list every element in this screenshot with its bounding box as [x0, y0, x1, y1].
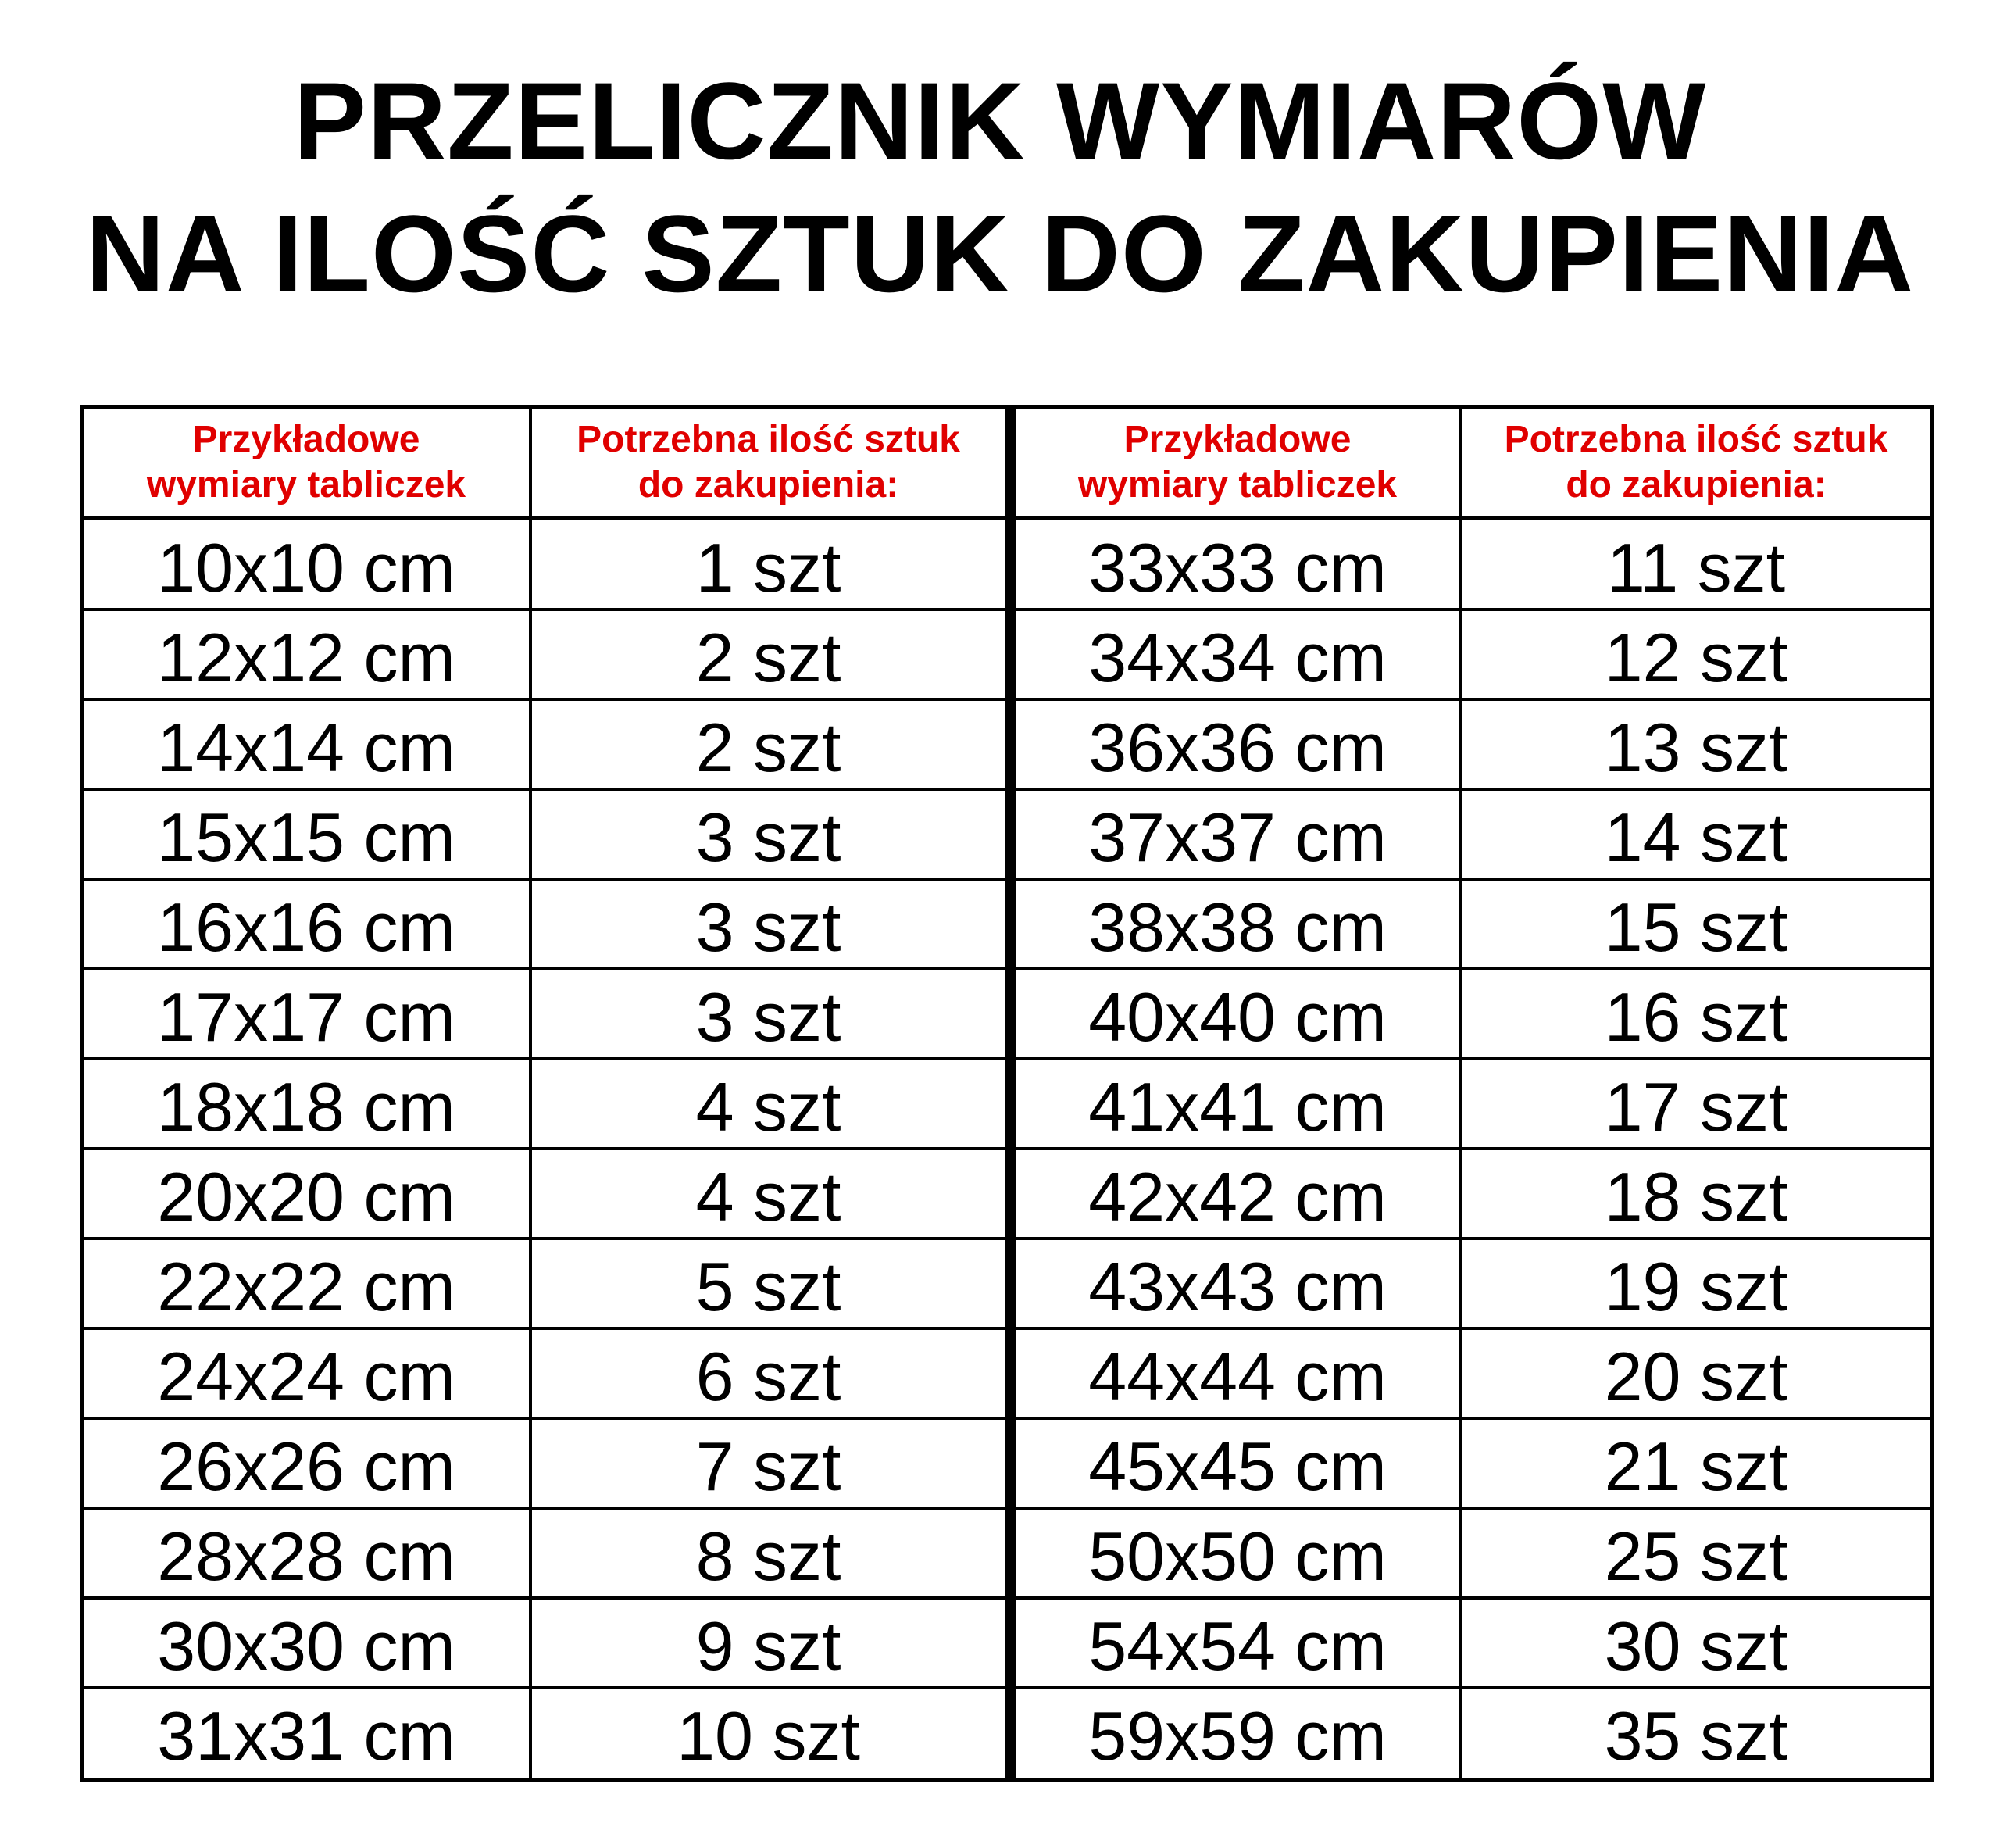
- left-size-cell: 28x28 cm: [157, 1517, 455, 1595]
- left-qty-cell: 9 szt: [695, 1607, 841, 1685]
- left-size-cell: 17x17 cm: [157, 978, 455, 1056]
- right-size-cell: 34x34 cm: [1088, 618, 1387, 696]
- left-qty-cell: 3 szt: [695, 798, 841, 876]
- right-qty-header: Potrzebna ilość sztuk do zakupienia:: [1504, 418, 1888, 506]
- left-size-cell: 20x20 cm: [157, 1157, 455, 1235]
- right-qty-cell: 20 szt: [1604, 1337, 1788, 1415]
- right-size-cell: 36x36 cm: [1088, 708, 1387, 786]
- left-size-cell: 16x16 cm: [157, 888, 455, 966]
- right-size-cell: 43x43 cm: [1088, 1247, 1387, 1325]
- right-size-cell: 59x59 cm: [1088, 1696, 1387, 1775]
- left-qty-cell: 2 szt: [695, 618, 841, 696]
- left-qty-cell: 3 szt: [695, 978, 841, 1056]
- right-size-cell: 45x45 cm: [1088, 1427, 1387, 1505]
- right-qty-cell: 13 szt: [1604, 708, 1788, 786]
- right-qty-cell: 30 szt: [1604, 1607, 1788, 1685]
- right-qty-cell: 18 szt: [1604, 1157, 1788, 1235]
- right-qty-cell: 17 szt: [1604, 1067, 1788, 1146]
- right-qty-cell: 16 szt: [1604, 978, 1788, 1056]
- left-size-cell: 18x18 cm: [157, 1067, 455, 1146]
- left-qty-cell: 8 szt: [695, 1517, 841, 1595]
- left-size-cell: 24x24 cm: [157, 1337, 455, 1415]
- left-size-cell: 10x10 cm: [157, 528, 455, 606]
- right-size-cell: 37x37 cm: [1088, 798, 1387, 876]
- center-divider: [1005, 409, 1016, 1778]
- right-qty-cell: 15 szt: [1604, 888, 1788, 966]
- left-size-cell: 26x26 cm: [157, 1427, 455, 1505]
- right-qty-cell: 12 szt: [1604, 618, 1788, 696]
- conversion-table: [80, 405, 1934, 1782]
- left-size-cell: 31x31 cm: [157, 1696, 455, 1775]
- right-size-cell: 41x41 cm: [1088, 1067, 1387, 1146]
- left-qty-cell: 6 szt: [695, 1337, 841, 1415]
- right-qty-cell: 19 szt: [1604, 1247, 1788, 1325]
- left-qty-cell: 1 szt: [695, 528, 841, 606]
- page-title-line-2: NA ILOŚĆ SZTUK DO ZAKUPIENIA: [85, 192, 1915, 315]
- right-size-cell: 40x40 cm: [1088, 978, 1387, 1056]
- right-qty-cell: 35 szt: [1604, 1696, 1788, 1775]
- left-qty-cell: 2 szt: [695, 708, 841, 786]
- right-size-cell: 54x54 cm: [1088, 1607, 1387, 1685]
- left-qty-cell: 3 szt: [695, 888, 841, 966]
- right-size-header: Przykładowe wymiary tabliczek: [1077, 418, 1398, 506]
- left-size-cell: 15x15 cm: [157, 798, 455, 876]
- right-size-cell: 33x33 cm: [1088, 528, 1387, 606]
- page-title-line-1: PRZELICZNIK WYMIARÓW: [293, 59, 1707, 182]
- right-size-cell: 42x42 cm: [1088, 1157, 1387, 1235]
- left-size-cell: 12x12 cm: [157, 618, 455, 696]
- left-qty-cell: 4 szt: [695, 1067, 841, 1146]
- right-qty-cell: 25 szt: [1604, 1517, 1788, 1595]
- left-qty-cell: 10 szt: [677, 1696, 860, 1775]
- left-size-cell: 14x14 cm: [157, 708, 455, 786]
- left-qty-cell: 5 szt: [695, 1247, 841, 1325]
- right-qty-cell: 21 szt: [1604, 1427, 1788, 1505]
- left-qty-header: Potrzebna ilość sztuk do zakupienia:: [577, 418, 960, 506]
- right-size-cell: 44x44 cm: [1088, 1337, 1387, 1415]
- right-qty-cell: 11 szt: [1606, 528, 1786, 606]
- left-qty-cell: 4 szt: [695, 1157, 841, 1235]
- right-qty-cell: 14 szt: [1604, 798, 1788, 876]
- left-size-cell: 30x30 cm: [157, 1607, 455, 1685]
- left-qty-cell: 7 szt: [695, 1427, 841, 1505]
- left-size-header: Przykładowe wymiary tabliczek: [146, 418, 466, 506]
- left-size-cell: 22x22 cm: [157, 1247, 455, 1325]
- right-size-cell: 50x50 cm: [1088, 1517, 1387, 1595]
- right-size-cell: 38x38 cm: [1088, 888, 1387, 966]
